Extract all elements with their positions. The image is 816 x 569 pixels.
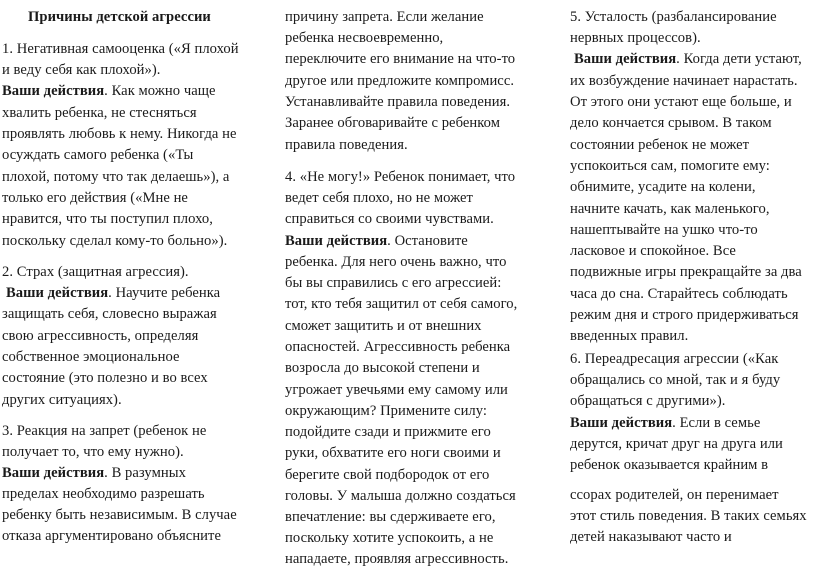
text-line — [570, 327, 688, 346]
line-text: дело кончается срывом. В таком — [570, 115, 772, 131]
text-line — [2, 485, 205, 504]
text-line — [2, 527, 221, 546]
line-text: получает то, что ему нужно). — [2, 444, 184, 460]
line-text: причину запрета. Если желание — [285, 9, 484, 25]
text-line — [285, 508, 496, 527]
line-text: обращаться с другими»). — [570, 393, 726, 409]
text-line — [285, 274, 501, 293]
bold-label: Ваши действия — [570, 415, 673, 431]
line-text: обращались со мной, так и я буду — [570, 372, 781, 388]
line-text: состоянии ребенок не может — [570, 137, 750, 153]
text-line — [285, 72, 514, 91]
line-text: . Если в семье — [672, 415, 761, 431]
text-line — [285, 168, 515, 187]
line-text: Устанавливайте правила поведения. — [285, 94, 511, 110]
text-line — [2, 422, 206, 441]
line-text: часа до сна. Старайтесь соблюдать — [570, 286, 788, 302]
text-line — [2, 61, 161, 80]
line-text: Заранее обговаривайте с ребенком — [285, 115, 501, 131]
line-text: 1. Негативная самооценка («Я плохой — [2, 41, 239, 57]
text-line — [285, 253, 506, 272]
text-line — [2, 305, 217, 324]
text-line — [570, 507, 807, 526]
text-line — [570, 221, 758, 240]
text-line — [285, 402, 487, 421]
text-line — [570, 242, 736, 261]
line-text: впечатление: вы сдерживаете его, — [285, 509, 496, 525]
text-line — [2, 443, 184, 462]
bold-label: Ваши действия — [285, 233, 388, 249]
line-text: . Научите ребенка — [108, 285, 221, 301]
line-text: и веду себя как плохой»). — [2, 62, 161, 78]
text-line — [2, 348, 180, 367]
line-text: ласковое и спокойное. Все — [570, 243, 736, 259]
text-line — [570, 456, 768, 475]
line-text: подойдите сзади и прижмите его — [285, 424, 491, 440]
line-text: введенных правил. — [570, 328, 689, 344]
line-text: нашептывайте на ушко что-то — [570, 222, 758, 238]
text-line — [285, 29, 443, 48]
text-line — [285, 8, 484, 27]
text-line — [570, 178, 756, 197]
page-title: Причины детской агрессии — [28, 9, 211, 25]
text-line — [2, 104, 197, 123]
text-line — [570, 435, 783, 454]
text-line — [285, 381, 508, 400]
line-text: другое или предложите компромисс. — [285, 73, 515, 89]
line-text: правила поведения. — [285, 137, 408, 153]
line-text: поскольку хотите успокоить, а не — [285, 530, 494, 546]
line-text: проявлять любовь к нему. Никогда не — [2, 126, 237, 142]
text-line — [2, 391, 122, 410]
line-text: ребенка. Для него очень важно, что — [285, 254, 507, 270]
line-text: нервных процессов). — [570, 30, 701, 46]
text-line — [285, 529, 493, 548]
line-text: ребенку быть независимым. В случае — [2, 507, 237, 523]
text-line — [570, 528, 732, 547]
line-text: подвижные игры прекращайте за два — [570, 264, 802, 280]
text-line — [285, 232, 468, 251]
text-line — [570, 486, 779, 505]
line-text: свою агрессивность, определяя — [2, 328, 199, 344]
bold-label: Ваши действия — [6, 285, 109, 301]
line-text: только его действия («Мне не — [2, 190, 188, 206]
line-text: . В разумных — [104, 465, 186, 481]
text-line — [570, 8, 777, 27]
line-text: 3. Реакция на запрет (ребенок не — [2, 423, 207, 439]
line-text: обнимите, усадите на колени, — [570, 179, 756, 195]
line-text: осуждать самого ребенка («Ты — [2, 147, 194, 163]
text-line — [285, 466, 489, 485]
text-line — [285, 93, 510, 112]
line-text: других ситуациях). — [2, 392, 122, 408]
line-text: бы вы справились с его агрессией: — [285, 275, 502, 291]
text-line — [285, 444, 501, 463]
line-text: . Остановите — [387, 233, 468, 249]
text-line — [570, 157, 770, 176]
line-text: ребенка несвоевременно, — [285, 30, 444, 46]
line-text: опасностей. Агрессивность ребенка — [285, 339, 511, 355]
text-line — [285, 136, 408, 155]
text-line — [2, 506, 237, 525]
text-line — [2, 232, 227, 251]
text-line — [570, 200, 770, 219]
text-line — [570, 136, 749, 155]
line-text: От этого они устают еще больше, и — [570, 94, 792, 110]
line-text: переключите его внимание на что-то — [285, 51, 516, 67]
line-text: защищать себя, словесно выражая — [2, 306, 217, 322]
text-line — [2, 189, 188, 208]
line-text: руки, обхватите его ноги своими и — [285, 445, 501, 461]
text-line — [570, 414, 760, 433]
text-line — [570, 263, 802, 282]
line-text: берегите свой подбородок от его — [285, 467, 490, 483]
text-line — [2, 210, 213, 229]
line-text: хвалить ребенка, не стесняться — [2, 105, 197, 121]
text-line — [2, 369, 208, 388]
text-line — [285, 423, 491, 442]
text-line — [285, 210, 494, 229]
line-text: детей наказывают часто и — [570, 529, 732, 545]
text-line — [2, 146, 193, 165]
text-line — [2, 40, 239, 59]
text-line — [285, 50, 515, 69]
line-text: 5. Усталость (разбалансирование — [570, 9, 777, 25]
line-text: нападаете, проявляя агрессивность. — [285, 551, 509, 567]
text-line — [285, 338, 510, 357]
line-text: дерутся, кричат друг на друга или — [570, 436, 783, 452]
text-line — [285, 317, 482, 336]
line-text: 6. Переадресация агрессии («Как — [570, 351, 779, 367]
line-text: справиться со своими чувствами. — [285, 211, 494, 227]
line-text: нравится, что ты поступил плохо, — [2, 211, 213, 227]
line-text: ребенок оказывается крайним в — [570, 457, 769, 473]
line-text: собственное эмоциональное — [2, 349, 180, 365]
line-text: поскольку сделал кому-то больно»). — [2, 233, 228, 249]
text-line — [285, 114, 500, 133]
line-text: 4. «Не могу!» Ребенок понимает, что — [285, 169, 516, 185]
text-line — [2, 464, 186, 483]
text-line — [570, 306, 798, 325]
line-text: пределах необходимо разрешать — [2, 486, 205, 502]
line-text: этот стиль поведения. В таких семьях — [570, 508, 807, 524]
line-text: начните качать, как маленького, — [570, 201, 770, 217]
text-line — [285, 295, 517, 314]
line-text: отказа аргументировано объясните — [2, 528, 221, 544]
text-line — [2, 82, 216, 101]
line-text: 2. Страх (защитная агрессия). — [2, 264, 189, 280]
bold-label: Ваши действия — [574, 51, 677, 67]
text-line — [570, 350, 778, 369]
text-line — [285, 487, 516, 506]
bold-label: Ваши действия — [2, 83, 105, 99]
text-line — [285, 359, 480, 378]
text-line — [2, 125, 237, 144]
text-line — [6, 284, 220, 303]
bold-label: Ваши действия — [2, 465, 105, 481]
text-line — [574, 50, 802, 69]
line-text: окружающим? Примените силу: — [285, 403, 488, 419]
line-text: состояние (это полезно и во всех — [2, 370, 208, 386]
line-text: . Когда дети устают, — [676, 51, 802, 67]
text-line — [570, 392, 725, 411]
line-text: плохой, потому что так делаешь»), а — [2, 169, 230, 185]
line-text: ссорах родителей, он перенимает — [570, 487, 779, 503]
line-text: угрожает увечьями ему самому или — [285, 382, 508, 398]
text-line — [570, 72, 798, 91]
line-text: возросла до высокой степени и — [285, 360, 480, 376]
line-text: тот, кто тебя защитил от себя самого, — [285, 296, 518, 312]
line-text: . Как можно чаще — [104, 83, 216, 99]
line-text: успокоиться сам, помогите ему: — [570, 158, 770, 174]
text-line — [570, 29, 701, 48]
line-text: головы. У малыша должно создаться — [285, 488, 516, 504]
text-line — [570, 285, 788, 304]
text-line — [285, 550, 508, 569]
text-line — [2, 263, 189, 282]
line-text: их возбуждение начинает нарастать. — [570, 73, 798, 89]
text-line — [2, 168, 229, 187]
text-line — [570, 93, 792, 112]
line-text: сможет защитить и от внешних — [285, 318, 482, 334]
text-line — [570, 114, 772, 133]
text-line — [285, 189, 473, 208]
text-line — [570, 371, 780, 390]
text-line — [2, 327, 198, 346]
line-text: режим дня и строго придерживаться — [570, 307, 799, 323]
line-text: ведет себя плохо, но не может — [285, 190, 473, 206]
